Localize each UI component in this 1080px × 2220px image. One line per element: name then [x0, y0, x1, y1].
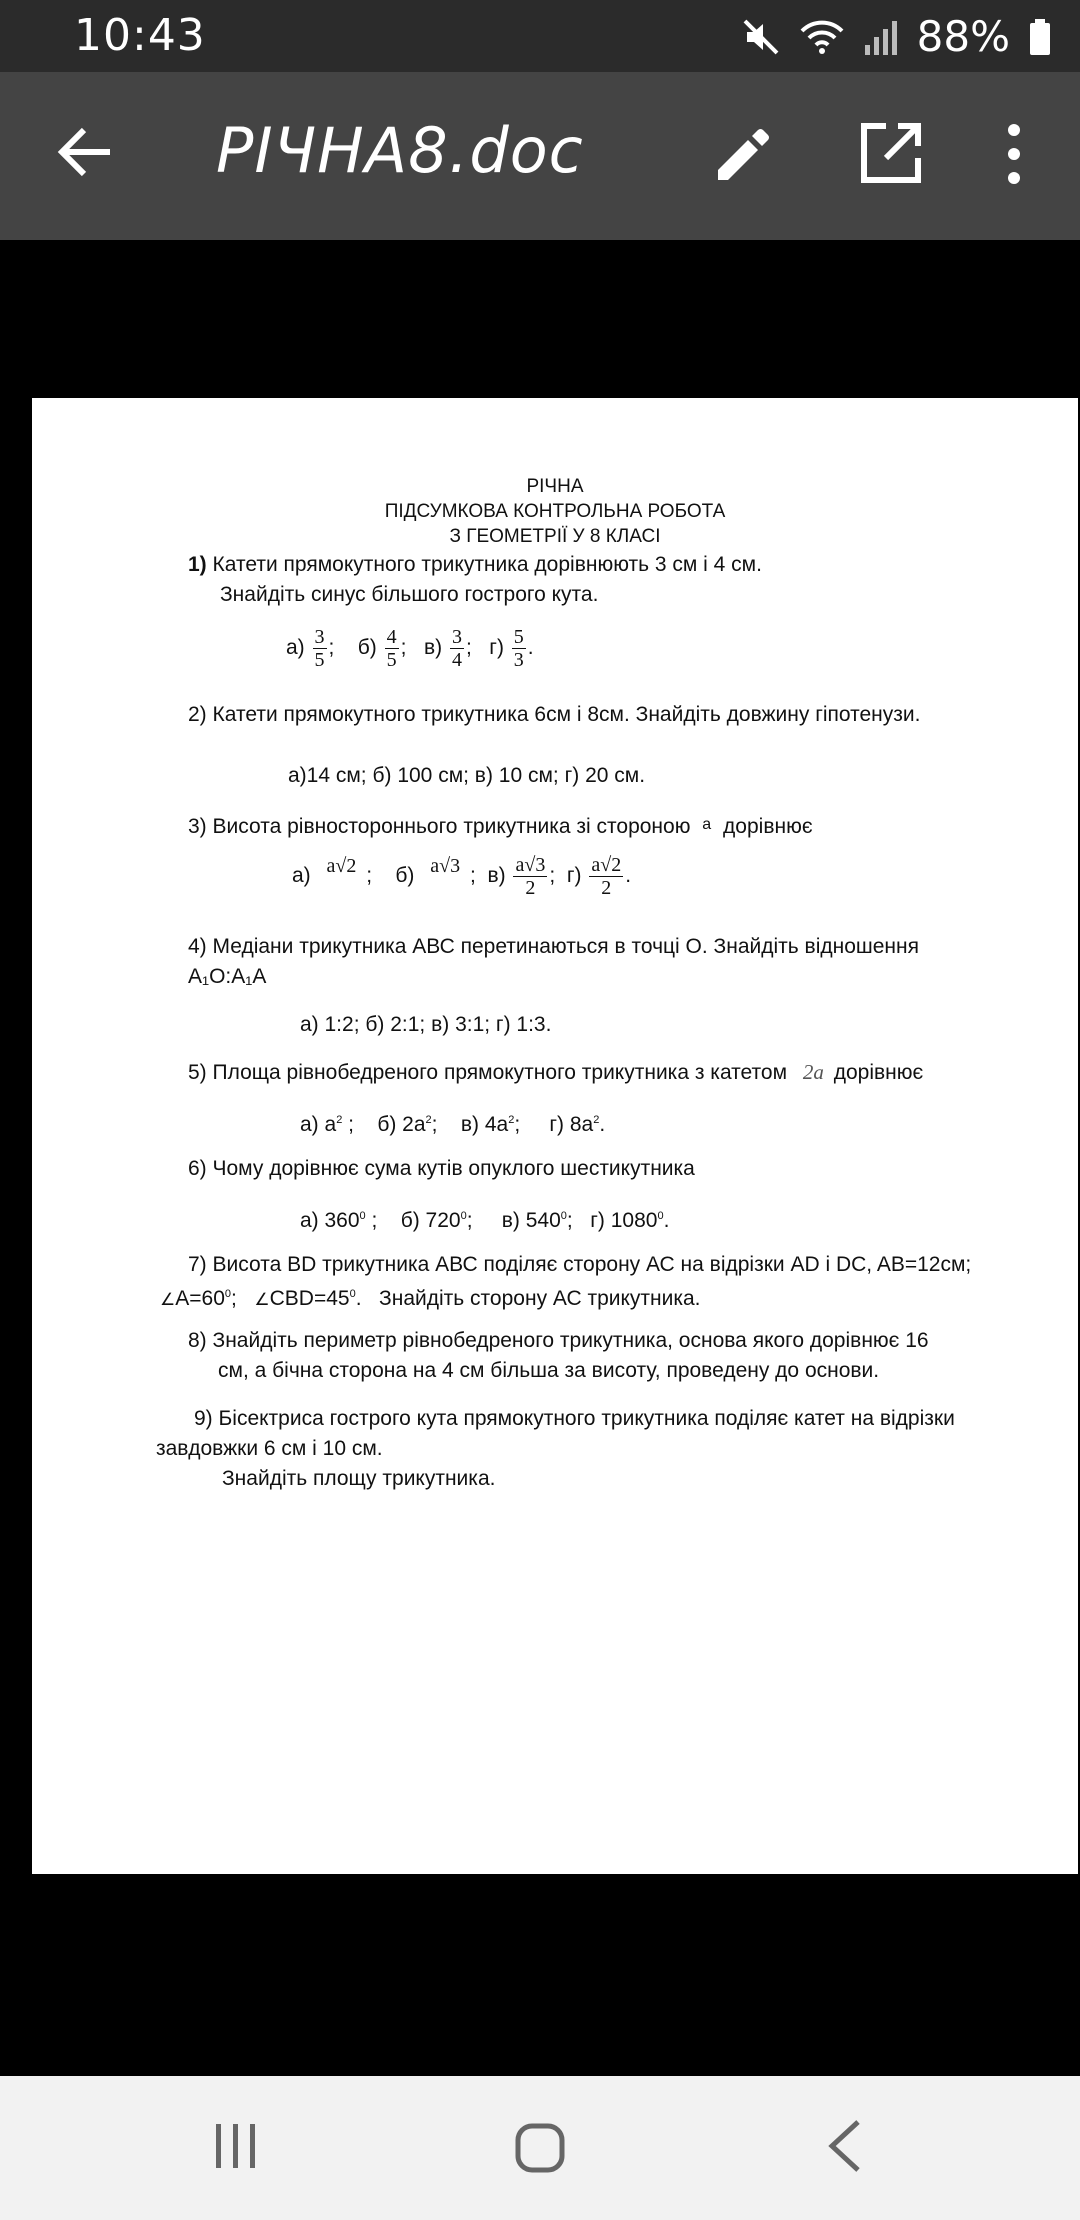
- back-chevron-icon[interactable]: [826, 2118, 862, 2174]
- status-time: 10:43: [74, 10, 206, 61]
- question-6: 6) Чому дорівнює сума кутів опуклого шестикутника: [188, 1157, 695, 1180]
- q1-answer-b-label: б): [357, 636, 377, 660]
- question-1: [188, 550, 762, 579]
- q1-answers: а) $\frac{3}{5}$ ; б) $\frac{4}{5}$ ; в) $\frac{3}{4}$ ; г) $\frac{5}{3}$ .: [286, 626, 534, 671]
- q1-answer-v-label: в): [423, 636, 443, 660]
- q3-answer-b-label: б): [395, 864, 415, 888]
- heading-line-3: З ГЕОМЕТРІЇ У 8 КЛАСІ: [449, 526, 661, 547]
- wifi-icon: [799, 17, 845, 57]
- battery-icon: [1028, 17, 1052, 57]
- q3-answer-a-label: а): [292, 864, 311, 888]
- q5-variable: 2а: [802, 1060, 824, 1084]
- q1-fraction-a: $\frac{3}{5}$: [314, 626, 325, 671]
- q1-number: 1): [188, 553, 207, 576]
- q3-fraction-a: a√2: [326, 854, 357, 877]
- q3-fraction-b: a√3: [430, 854, 461, 877]
- heading-line-2: ПІДСУМКОВА КОНТРОЛЬНА РОБОТА: [384, 501, 726, 522]
- signal-icon: [863, 17, 899, 57]
- q3-variable: а: [702, 816, 712, 833]
- question-8: 8) Знайдіть периметр рівнобедреного трикутника, основа якого дорівнює 16: [188, 1329, 929, 1352]
- edit-pencil-icon[interactable]: [712, 122, 776, 186]
- angle-icon: ∠: [160, 1290, 176, 1309]
- q1-fraction-b: $\frac{4}{5}$: [386, 626, 397, 671]
- q7-line2: $\angle А=60^0$; $\angle CBD=45^0$. Знайдіть сторону АС трикутника.: [160, 1287, 701, 1310]
- more-options-icon[interactable]: [996, 122, 1032, 186]
- q6-answers: а) $360^0$ ; б) $720^0$; в) $540^0$; г) 1080$^0$.: [300, 1209, 670, 1232]
- navigation-bar: [0, 2076, 1080, 2220]
- q1-line2: Знайдіть синус більшого гострого кута.: [220, 583, 599, 606]
- q1-answer-a-label: а): [286, 636, 305, 660]
- q3-answers: а) a√2 ; б) a√3 ; в) $\frac{a√3}{2}$ ; г) $\frac{a√2}{2}$ .: [292, 854, 632, 899]
- question-2: 2) Катети прямокутного трикутника 6см і 8см. Знайдіть довжину гіпотенузи.: [188, 703, 921, 726]
- q3-answer-g-label: г): [566, 864, 582, 888]
- document-page[interactable]: [32, 398, 1078, 1874]
- q1-answer-g-label: г): [489, 636, 504, 660]
- q3-fraction-v: $\frac{a√3}{2}$: [515, 854, 546, 899]
- back-arrow-icon[interactable]: [56, 122, 116, 182]
- question-3: 3) Висота рівностороннього трикутника зі стороною а дорівнює: [188, 815, 813, 838]
- q1-line1: Катети прямокутного трикутника дорівнюють 3 см і 4 см.: [212, 553, 762, 576]
- q3-answer-v-label: в): [487, 864, 506, 888]
- document-title: РІЧНА8.doc: [216, 114, 584, 187]
- q1-fraction-v: $\frac{3}{4}$: [451, 626, 462, 671]
- status-icons: [741, 12, 1052, 61]
- mute-icon: [741, 17, 781, 57]
- angle-icon: ∠: [254, 1290, 270, 1309]
- q5-answers: а) $а^2$ ; б) $2а^2$; в) $4а^2$; г) $8а^2$.: [300, 1113, 606, 1136]
- question-5: 5) Площа рівнобедреного прямокутного трикутника з катетом 2а дорівнює: [188, 1060, 924, 1084]
- open-external-icon[interactable]: [858, 120, 924, 186]
- home-icon[interactable]: [514, 2122, 566, 2174]
- question-4: 4) Медіани трикутника АВС перетинаються в точці О. Знайдіть відношення: [188, 935, 919, 958]
- q2-answers: а)14 см; б) 100 см; в) 10 см; г) 20 см.: [288, 764, 646, 787]
- q8-line2: см, а бічна сторона на 4 см більша за висоту, проведену до основи.: [218, 1359, 880, 1382]
- heading-line-1: РІЧНА: [526, 476, 584, 497]
- recent-apps-icon[interactable]: [212, 2122, 260, 2170]
- status-bar: [0, 0, 1080, 72]
- q1-fraction-g: $\frac{5}{3}$: [513, 626, 524, 671]
- q4-answers: а) 1:2; б) 2:1; в) 3:1; г) 1:3.: [300, 1013, 552, 1036]
- battery-percent: 88%: [916, 12, 1010, 61]
- question-7: 7) Висота BD трикутника АВС поділяє сторону АС на відрізки AD і DC, AB=12см;: [188, 1253, 972, 1276]
- q9-line2: завдовжки 6 см і 10 см.: [156, 1437, 383, 1460]
- app-bar: [0, 72, 1080, 240]
- q4-ratio: А₁О:А₁А: [188, 965, 267, 988]
- q9-line3: Знайдіть площу трикутника.: [222, 1467, 496, 1490]
- q3-fraction-g: $\frac{a√2}{2}$: [591, 854, 622, 899]
- question-9: 9) Бісектриса гострого кута прямокутного трикутника поділяє катет на відрізки: [194, 1407, 955, 1430]
